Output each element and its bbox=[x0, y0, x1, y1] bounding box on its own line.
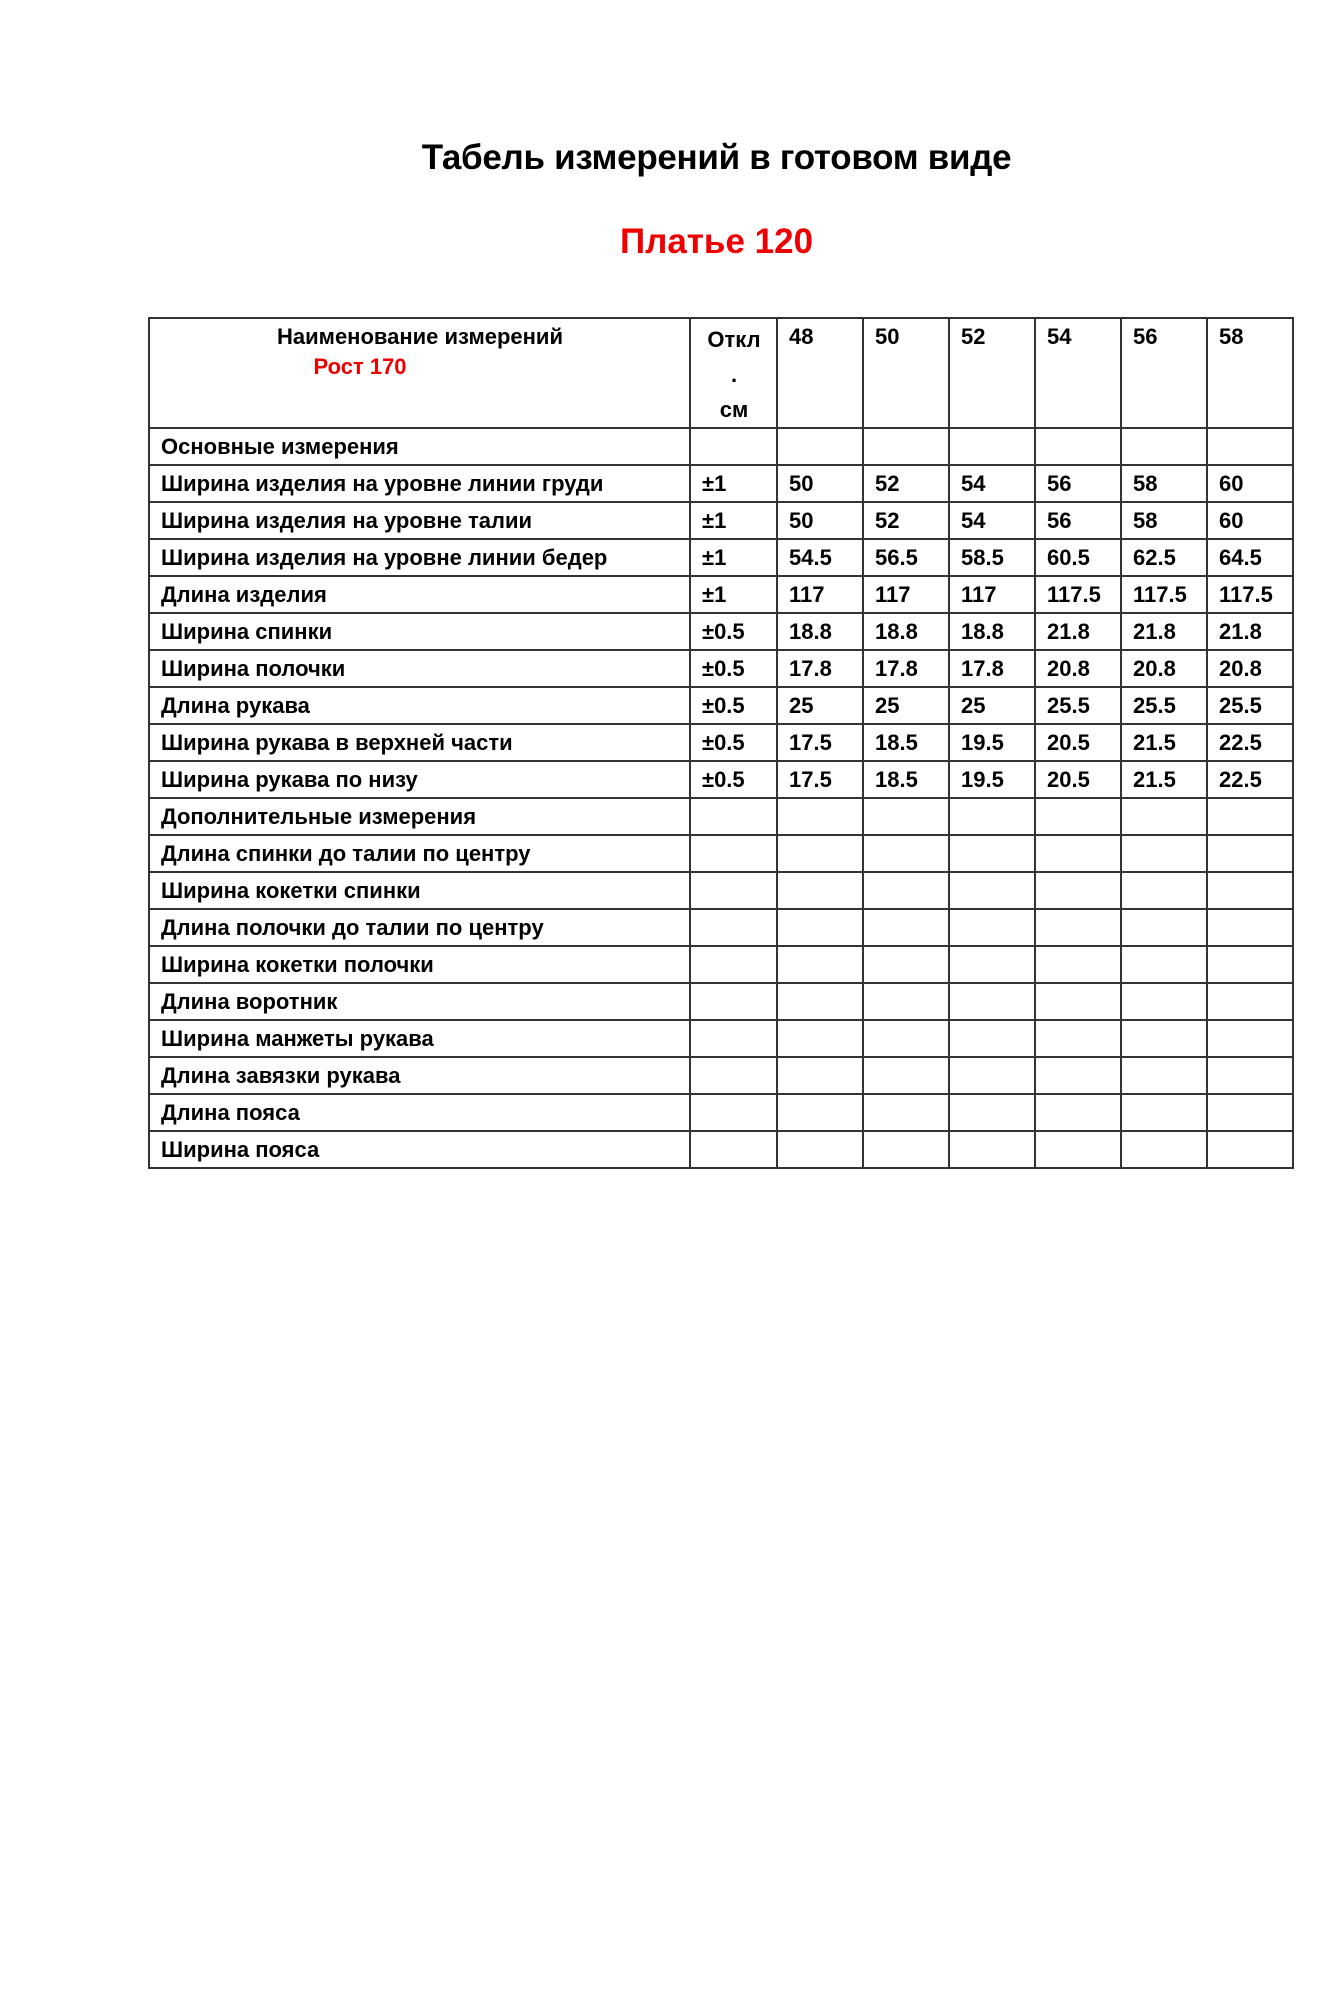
size-value-cell: 17.8 bbox=[777, 650, 863, 687]
size-value-cell bbox=[949, 946, 1035, 983]
tolerance-unit: см bbox=[719, 397, 749, 422]
tolerance-cell bbox=[690, 1094, 777, 1131]
size-value-cell: 21.8 bbox=[1121, 613, 1207, 650]
size-value-cell: 18.8 bbox=[777, 613, 863, 650]
size-value-cell: 54 bbox=[949, 502, 1035, 539]
size-value-cell: 22.5 bbox=[1207, 724, 1293, 761]
measurement-name-cell: Ширина спинки bbox=[149, 613, 690, 650]
measurement-name-cell: Ширина кокетки полочки bbox=[149, 946, 690, 983]
header-size-54: 54 bbox=[1035, 318, 1121, 428]
size-value-cell bbox=[1035, 872, 1121, 909]
size-value-cell bbox=[1121, 428, 1207, 465]
size-value-cell bbox=[777, 946, 863, 983]
table-row bbox=[149, 613, 1293, 650]
product-subtitle: Платье 120 bbox=[619, 222, 814, 261]
measurement-name-cell: Ширина изделия на уровне талии bbox=[149, 502, 690, 539]
size-value-cell bbox=[949, 1131, 1035, 1168]
tolerance-cell: ±1 bbox=[690, 465, 777, 502]
size-value-cell: 25 bbox=[949, 687, 1035, 724]
size-value-cell: 17.5 bbox=[777, 724, 863, 761]
size-value-cell bbox=[1121, 1020, 1207, 1057]
tolerance-cell: ±0.5 bbox=[690, 761, 777, 798]
tolerance-cell: ±0.5 bbox=[690, 687, 777, 724]
size-value-cell: 54 bbox=[949, 465, 1035, 502]
size-value-cell: 117.5 bbox=[1035, 576, 1121, 613]
table-row bbox=[149, 761, 1293, 798]
size-value-cell bbox=[949, 872, 1035, 909]
size-value-cell bbox=[949, 835, 1035, 872]
measurement-name-cell: Основные измерения bbox=[149, 428, 690, 465]
size-value-cell: 52 bbox=[863, 502, 949, 539]
size-value-cell bbox=[1207, 872, 1293, 909]
tolerance-cell: ±0.5 bbox=[690, 650, 777, 687]
size-value-cell bbox=[1207, 1020, 1293, 1057]
size-value-cell: 25 bbox=[863, 687, 949, 724]
table-row bbox=[149, 1131, 1293, 1168]
measurement-name-cell: Длина спинки до талии по центру bbox=[149, 835, 690, 872]
size-value-cell: 18.8 bbox=[949, 613, 1035, 650]
size-value-cell bbox=[1207, 946, 1293, 983]
header-size-52: 52 bbox=[949, 318, 1035, 428]
size-value-cell: 25.5 bbox=[1207, 687, 1293, 724]
table-header-row bbox=[149, 318, 1293, 428]
size-value-cell: 20.8 bbox=[1035, 650, 1121, 687]
size-value-cell bbox=[1035, 1057, 1121, 1094]
size-value-cell bbox=[863, 1057, 949, 1094]
size-value-cell bbox=[777, 1094, 863, 1131]
size-value-cell bbox=[1121, 1131, 1207, 1168]
size-value-cell: 58.5 bbox=[949, 539, 1035, 576]
size-value-cell bbox=[1121, 872, 1207, 909]
size-value-cell bbox=[1207, 428, 1293, 465]
size-value-cell bbox=[863, 835, 949, 872]
size-value-cell bbox=[863, 872, 949, 909]
size-value-cell bbox=[777, 909, 863, 946]
size-value-cell bbox=[1121, 1057, 1207, 1094]
size-value-cell: 21.5 bbox=[1121, 761, 1207, 798]
size-value-cell bbox=[949, 983, 1035, 1020]
size-value-cell: 117.5 bbox=[1207, 576, 1293, 613]
tolerance-label-dot: . bbox=[730, 362, 738, 387]
size-value-cell bbox=[1035, 909, 1121, 946]
measurement-name-cell: Ширина пояса bbox=[149, 1131, 690, 1168]
size-value-cell: 19.5 bbox=[949, 724, 1035, 761]
size-value-cell: 19.5 bbox=[949, 761, 1035, 798]
size-value-cell: 18.8 bbox=[863, 613, 949, 650]
size-value-cell: 56 bbox=[1035, 502, 1121, 539]
header-size-58: 58 bbox=[1207, 318, 1293, 428]
header-size-50: 50 bbox=[863, 318, 949, 428]
size-value-cell: 20.8 bbox=[1207, 650, 1293, 687]
size-value-cell bbox=[777, 1131, 863, 1168]
size-value-cell bbox=[1207, 835, 1293, 872]
tolerance-label: Откл bbox=[707, 327, 761, 352]
measurements-table bbox=[148, 317, 1294, 1169]
size-value-cell bbox=[1121, 798, 1207, 835]
size-value-cell bbox=[949, 909, 1035, 946]
tolerance-cell bbox=[690, 1057, 777, 1094]
size-value-cell: 62.5 bbox=[1121, 539, 1207, 576]
size-value-cell: 20.5 bbox=[1035, 761, 1121, 798]
table-row bbox=[149, 724, 1293, 761]
measurement-name-cell: Ширина рукава по низу bbox=[149, 761, 690, 798]
size-value-cell bbox=[777, 835, 863, 872]
table-row bbox=[149, 798, 1293, 835]
size-value-cell bbox=[863, 1020, 949, 1057]
tolerance-cell bbox=[690, 983, 777, 1020]
header-name-label: Наименование измерений bbox=[277, 324, 563, 349]
size-value-cell bbox=[1035, 1094, 1121, 1131]
size-value-cell: 56 bbox=[1035, 465, 1121, 502]
size-value-cell bbox=[863, 428, 949, 465]
size-value-cell bbox=[1121, 946, 1207, 983]
table-row bbox=[149, 1057, 1293, 1094]
table-row bbox=[149, 835, 1293, 872]
size-value-cell bbox=[1207, 1057, 1293, 1094]
size-value-cell bbox=[777, 428, 863, 465]
measurement-name-cell: Ширина полочки bbox=[149, 650, 690, 687]
size-value-cell: 50 bbox=[777, 502, 863, 539]
size-value-cell: 64.5 bbox=[1207, 539, 1293, 576]
size-value-cell bbox=[1207, 1094, 1293, 1131]
measurement-name-cell: Ширина манжеты рукава bbox=[149, 1020, 690, 1057]
size-value-cell bbox=[863, 909, 949, 946]
size-value-cell: 117 bbox=[863, 576, 949, 613]
size-value-cell: 17.8 bbox=[863, 650, 949, 687]
size-value-cell: 25.5 bbox=[1035, 687, 1121, 724]
tolerance-cell bbox=[690, 1020, 777, 1057]
table-row bbox=[149, 1020, 1293, 1057]
size-value-cell bbox=[1035, 1020, 1121, 1057]
measurement-name-cell: Ширина изделия на уровне линии бедер bbox=[149, 539, 690, 576]
measurement-name-cell: Длина пояса bbox=[149, 1094, 690, 1131]
size-value-cell: 17.8 bbox=[949, 650, 1035, 687]
measurement-name-cell: Ширина изделия на уровне линии груди bbox=[149, 465, 690, 502]
size-value-cell: 22.5 bbox=[1207, 761, 1293, 798]
size-value-cell bbox=[777, 872, 863, 909]
size-value-cell bbox=[777, 798, 863, 835]
tolerance-cell: ±1 bbox=[690, 539, 777, 576]
size-value-cell bbox=[1121, 983, 1207, 1020]
size-value-cell: 54.5 bbox=[777, 539, 863, 576]
table-row bbox=[149, 687, 1293, 724]
measurement-name-cell: Ширина рукава в верхней части bbox=[149, 724, 690, 761]
size-value-cell bbox=[1035, 1131, 1121, 1168]
size-value-cell bbox=[1121, 909, 1207, 946]
table-row bbox=[149, 428, 1293, 465]
size-value-cell bbox=[1207, 1131, 1293, 1168]
tolerance-cell bbox=[690, 428, 777, 465]
measurement-name-cell: Длина изделия bbox=[149, 576, 690, 613]
size-value-cell: 60 bbox=[1207, 465, 1293, 502]
size-value-cell: 21.8 bbox=[1207, 613, 1293, 650]
measurement-name-cell: Дополнительные измерения bbox=[149, 798, 690, 835]
size-value-cell: 56.5 bbox=[863, 539, 949, 576]
size-value-cell bbox=[1035, 428, 1121, 465]
tolerance-cell bbox=[690, 946, 777, 983]
size-value-cell: 117 bbox=[777, 576, 863, 613]
size-value-cell bbox=[1035, 983, 1121, 1020]
header-height-label: Рост 170 bbox=[313, 354, 407, 379]
measurement-name-cell: Ширина кокетки спинки bbox=[149, 872, 690, 909]
table-row bbox=[149, 502, 1293, 539]
size-value-cell: 58 bbox=[1121, 465, 1207, 502]
header-tolerance-cell bbox=[690, 318, 777, 428]
tolerance-cell bbox=[690, 835, 777, 872]
tolerance-cell bbox=[690, 798, 777, 835]
tolerance-cell bbox=[690, 1131, 777, 1168]
size-value-cell: 20.5 bbox=[1035, 724, 1121, 761]
size-value-cell: 17.5 bbox=[777, 761, 863, 798]
size-value-cell bbox=[1035, 946, 1121, 983]
size-value-cell: 25 bbox=[777, 687, 863, 724]
size-value-cell: 60 bbox=[1207, 502, 1293, 539]
size-value-cell: 21.5 bbox=[1121, 724, 1207, 761]
size-value-cell bbox=[949, 1057, 1035, 1094]
size-value-cell: 25.5 bbox=[1121, 687, 1207, 724]
tolerance-cell: ±0.5 bbox=[690, 613, 777, 650]
tolerance-cell: ±0.5 bbox=[690, 724, 777, 761]
size-value-cell bbox=[863, 983, 949, 1020]
size-value-cell bbox=[777, 983, 863, 1020]
table-row bbox=[149, 909, 1293, 946]
measurement-name-cell: Длина полочки до талии по центру bbox=[149, 909, 690, 946]
size-value-cell: 60.5 bbox=[1035, 539, 1121, 576]
header-size-56: 56 bbox=[1121, 318, 1207, 428]
size-value-cell bbox=[777, 1020, 863, 1057]
tolerance-cell: ±1 bbox=[690, 576, 777, 613]
size-value-cell bbox=[1207, 909, 1293, 946]
size-value-cell bbox=[863, 1131, 949, 1168]
table-row bbox=[149, 946, 1293, 983]
size-value-cell bbox=[863, 798, 949, 835]
measurement-name-cell: Длина завязки рукава bbox=[149, 1057, 690, 1094]
size-value-cell bbox=[949, 798, 1035, 835]
size-value-cell bbox=[949, 1020, 1035, 1057]
size-value-cell: 58 bbox=[1121, 502, 1207, 539]
size-value-cell: 18.5 bbox=[863, 761, 949, 798]
size-value-cell bbox=[1207, 983, 1293, 1020]
tolerance-cell: ±1 bbox=[690, 502, 777, 539]
size-value-cell bbox=[1121, 835, 1207, 872]
size-value-cell: 20.8 bbox=[1121, 650, 1207, 687]
table-row bbox=[149, 465, 1293, 502]
table-row bbox=[149, 576, 1293, 613]
table-row bbox=[149, 872, 1293, 909]
size-value-cell bbox=[777, 1057, 863, 1094]
size-value-cell bbox=[863, 1094, 949, 1131]
size-value-cell bbox=[1035, 835, 1121, 872]
header-name-cell bbox=[149, 318, 690, 428]
tolerance-cell bbox=[690, 909, 777, 946]
table-row bbox=[149, 983, 1293, 1020]
header-size-48: 48 bbox=[777, 318, 863, 428]
table-row bbox=[149, 650, 1293, 687]
size-value-cell bbox=[1207, 798, 1293, 835]
size-value-cell: 21.8 bbox=[1035, 613, 1121, 650]
size-value-cell: 50 bbox=[777, 465, 863, 502]
size-value-cell: 18.5 bbox=[863, 724, 949, 761]
size-value-cell bbox=[863, 946, 949, 983]
size-value-cell: 117 bbox=[949, 576, 1035, 613]
size-value-cell: 52 bbox=[863, 465, 949, 502]
size-value-cell bbox=[1121, 1094, 1207, 1131]
size-value-cell bbox=[1035, 798, 1121, 835]
table-row bbox=[149, 539, 1293, 576]
tolerance-cell bbox=[690, 872, 777, 909]
table-row bbox=[149, 1094, 1293, 1131]
size-value-cell bbox=[949, 428, 1035, 465]
size-value-cell bbox=[949, 1094, 1035, 1131]
measurement-name-cell: Длина воротник bbox=[149, 983, 690, 1020]
size-value-cell: 117.5 bbox=[1121, 576, 1207, 613]
measurement-name-cell: Длина рукава bbox=[149, 687, 690, 724]
page-title: Табель измерений в готовом виде bbox=[421, 138, 1012, 177]
